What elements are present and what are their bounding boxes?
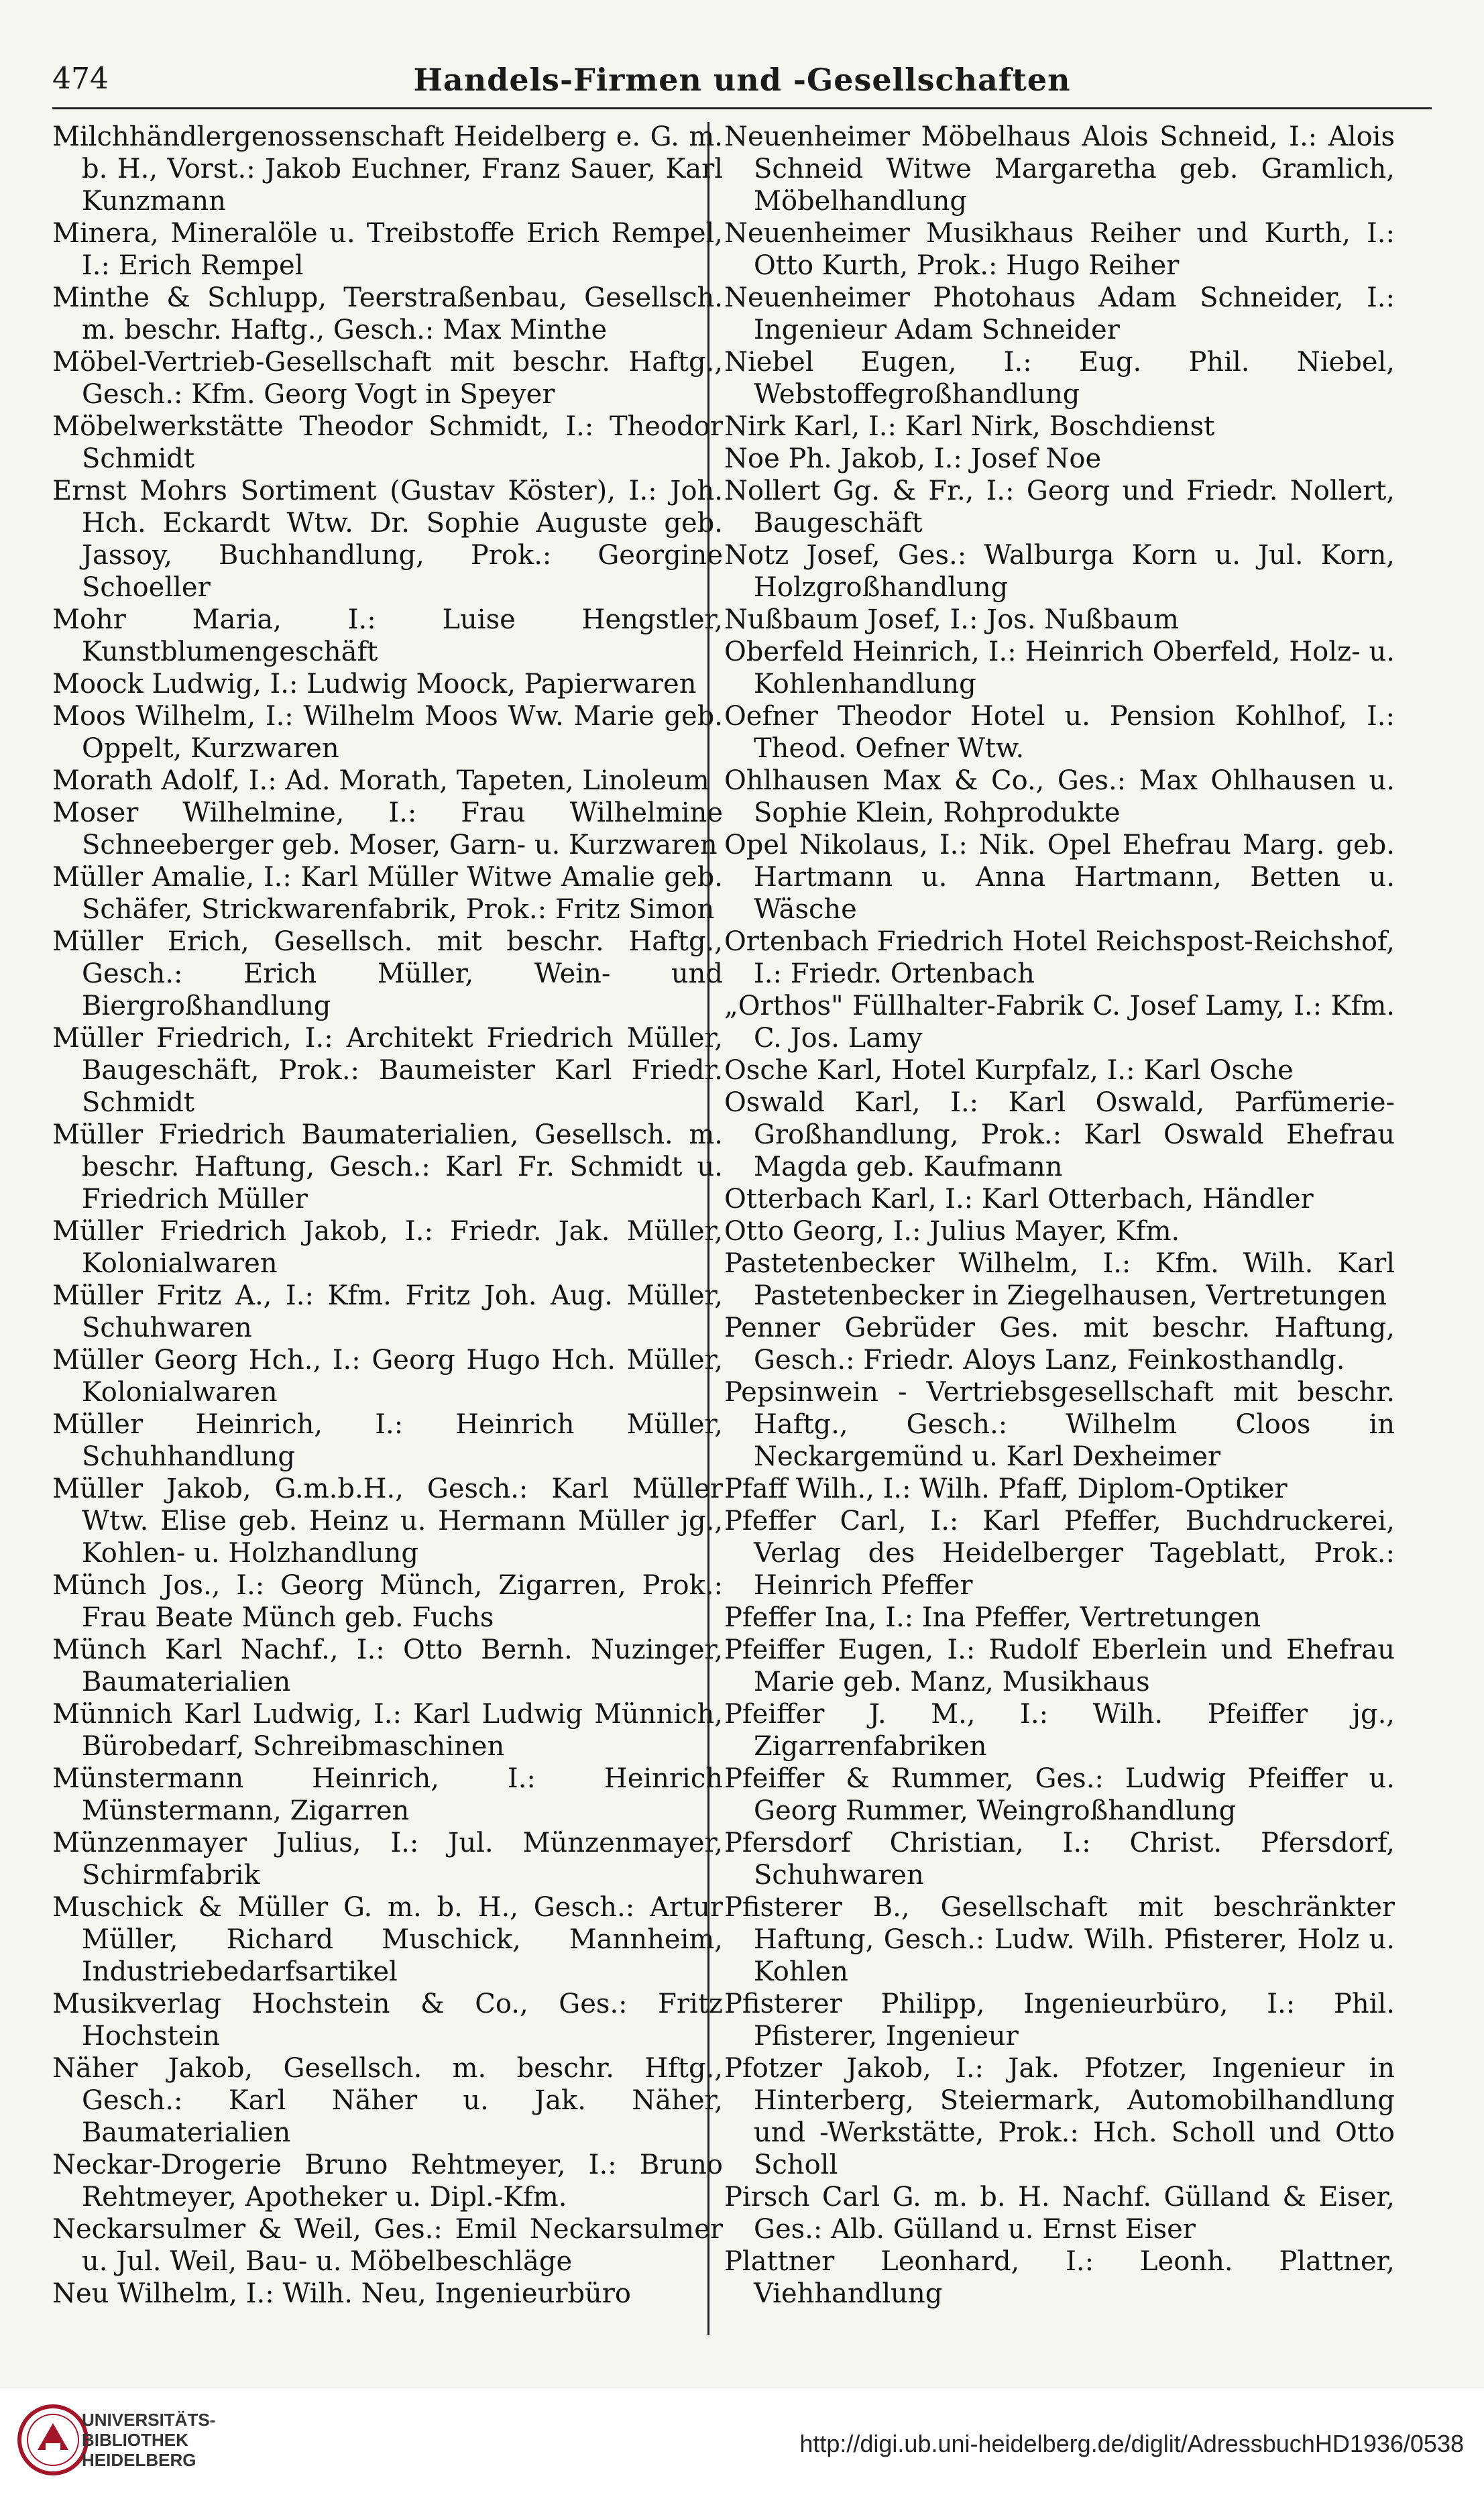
directory-entry: Minthe & Schlupp, Teerstraßenbau, Gesellsch. m. beschr. Haftg., Gesch.: Max Minthe <box>52 282 723 345</box>
directory-entry: Neu Wilhelm, I.: Wilh. Neu, Ingenieurbüro <box>52 2278 632 2309</box>
directory-entry: Notz Josef, Ges.: Walburga Korn u. Jul. Korn, Holzgroßhandlung <box>724 540 1395 603</box>
directory-entry: Pepsinwein - Vertriebsgesellschaft mit beschr. Haftg., Gesch.: Wilhelm Cloos in Neckargemünd u. Karl Dexheimer <box>724 1377 1395 1472</box>
directory-entry: Musikverlag Hochstein & Co., Ges.: Fritz Hochstein <box>52 1989 723 2052</box>
directory-entry: Otterbach Karl, I.: Karl Otterbach, Händler <box>724 1184 1314 1215</box>
directory-entry: Pfeiffer & Rummer, Ges.: Ludwig Pfeiffer u. Georg Rummer, Weingroßhandlung <box>724 1763 1395 1826</box>
directory-entry: Näher Jakob, Gesellsch. m. beschr. Hftg., Gesch.: Karl Näher u. Jak. Näher, Baumaterialien <box>52 2053 723 2148</box>
directory-entry: Pirsch Carl G. m. b. H. Nachf. Gülland & Eiser, Ges.: Alb. Gülland u. Ernst Eiser <box>724 2182 1395 2245</box>
running-title: Handels-Firmen und -Gesellschaften <box>413 62 1071 98</box>
university-seal-icon <box>16 2403 90 2477</box>
directory-entry: Müller Erich, Gesellsch. mit beschr. Haftg., Gesch.: Erich Müller, Wein- und Biergroßhandlung <box>52 926 723 1021</box>
directory-entry: Osche Karl, Hotel Kurpfalz, I.: Karl Osche <box>724 1055 1294 1086</box>
directory-entry: Pfisterer Philipp, Ingenieurbüro, I.: Phil. Pfisterer, Ingenieur <box>724 1989 1395 2052</box>
directory-entry: Müller Jakob, G.m.b.H., Gesch.: Karl Müller Wtw. Elise geb. Heinz u. Hermann Müller jg., Kohlen- u. Holzhandlung <box>52 1473 723 1569</box>
directory-entry: Ortenbach Friedrich Hotel Reichspost-Reichshof, I.: Friedr. Ortenbach <box>724 926 1395 989</box>
directory-entry: Moos Wilhelm, I.: Wilhelm Moos Ww. Marie geb. Oppelt, Kurzwaren <box>52 701 723 764</box>
directory-entry: Neuenheimer Photohaus Adam Schneider, I.: Ingenieur Adam Schneider <box>724 282 1395 345</box>
directory-entry: Pfaff Wilh., I.: Wilh. Pfaff, Diplom-Optiker <box>724 1473 1288 1504</box>
directory-entry: Müller Friedrich Baumaterialien, Gesellsch. m. beschr. Haftung, Gesch.: Karl Fr. Schmidt u. Friedrich Müller <box>52 1119 723 1215</box>
directory-entry: Oberfeld Heinrich, I.: Heinrich Oberfeld, Holz- u. Kohlenhandlung <box>724 636 1395 700</box>
directory-entry: Münch Karl Nachf., I.: Otto Bernh. Nuzinger, Baumaterialien <box>52 1634 723 1697</box>
directory-entry: Münzenmayer Julius, I.: Jul. Münzenmayer, Schirmfabrik <box>52 1828 723 1891</box>
directory-entry: Neuenheimer Möbelhaus Alois Schneid, I.: Alois Schneid Witwe Margaretha geb. Gramlich, Möbelhandlung <box>724 121 1395 217</box>
directory-entry: Nirk Karl, I.: Karl Nirk, Boschdienst <box>724 411 1215 442</box>
right-column <box>724 121 1395 2310</box>
directory-entry: Münnich Karl Ludwig, I.: Karl Ludwig Münnich, Bürobedarf, Schreibmaschinen <box>52 1699 723 1762</box>
directory-entry: Müller Georg Hch., I.: Georg Hugo Hch. Müller, Kolonialwaren <box>52 1345 723 1408</box>
directory-entry: Pfotzer Jakob, I.: Jak. Pfotzer, Ingenieur in Hinterberg, Steiermark, Automobilhandlung und -Werkstätte, Prok.: Hch. Scholl und Otto Scholl <box>724 2053 1395 2180</box>
directory-entry: Oefner Theodor Hotel u. Pension Kohlhof, I.: Theod. Oefner Wtw. <box>724 701 1395 764</box>
directory-entry: Müller Friedrich Jakob, I.: Friedr. Jak. Müller, Kolonialwaren <box>52 1216 723 1279</box>
directory-entry: Penner Gebrüder Ges. mit beschr. Haftung, Gesch.: Friedr. Aloys Lanz, Feinkosthandlg. <box>724 1313 1395 1376</box>
directory-entry: Neckarsulmer & Weil, Ges.: Emil Neckarsulmer u. Jul. Weil, Bau- u. Möbelbeschläge <box>52 2214 723 2277</box>
directory-entry: Nußbaum Josef, I.: Jos. Nußbaum <box>724 604 1179 635</box>
directory-entry: Möbelwerkstätte Theodor Schmidt, I.: Theodor Schmidt <box>52 411 723 474</box>
directory-entry: Pfeffer Ina, I.: Ina Pfeffer, Vertretungen <box>724 1602 1261 1633</box>
directory-entry: Pfeiffer Eugen, I.: Rudolf Eberlein und Ehefrau Marie geb. Manz, Musikhaus <box>724 1634 1395 1697</box>
directory-entry: Pfeffer Carl, I.: Karl Pfeffer, Buchdruckerei, Verlag des Heidelberger Tageblatt, Prok.: Heinrich Pfeffer <box>724 1506 1395 1601</box>
directory-entry: Muschick & Müller G. m. b. H., Gesch.: Artur Müller, Richard Muschick, Mannheim, Industriebedarfsartikel <box>52 1892 723 1987</box>
directory-entry: Opel Nikolaus, I.: Nik. Opel Ehefrau Marg. geb. Hartmann u. Anna Hartmann, Betten u. Wäsche <box>724 830 1395 925</box>
page-number: 474 <box>52 62 109 96</box>
directory-entry: Noe Ph. Jakob, I.: Josef Noe <box>724 443 1102 474</box>
directory-entry: Minera, Mineralöle u. Treibstoffe Erich Rempel, I.: Erich Rempel <box>52 218 723 281</box>
directory-entry: Pfisterer B., Gesellschaft mit beschränkter Haftung, Gesch.: Ludw. Wilh. Pfisterer, Holz u. Kohlen <box>724 1892 1395 1987</box>
column-divider <box>707 122 709 2335</box>
directory-entry: Ohlhausen Max & Co., Ges.: Max Ohlhausen u. Sophie Klein, Rohprodukte <box>724 765 1395 828</box>
directory-entry: Müller Friedrich, I.: Architekt Friedrich Müller, Baugeschäft, Prok.: Baumeister Karl Friedr. Schmidt <box>52 1023 723 1118</box>
directory-entry: Mohr Maria, I.: Luise Hengstler, Kunstblumengeschäft <box>52 604 723 667</box>
header-rule <box>52 107 1432 109</box>
directory-entry: Pfeiffer J. M., I.: Wilh. Pfeiffer jg., Zigarrenfabriken <box>724 1699 1395 1762</box>
source-url-link[interactable]: http://digi.ub.uni-heidelberg.de/diglit/AdressbuchHD1936/0538 <box>799 2430 1464 2457</box>
directory-entry: Nollert Gg. & Fr., I.: Georg und Friedr. Nollert, Baugeschäft <box>724 476 1395 539</box>
library-name-line-1: UNIVERSITÄTS- <box>82 2410 216 2430</box>
viewer-footer <box>0 2388 1484 2513</box>
directory-entry: Ernst Mohrs Sortiment (Gustav Köster), I.: Joh. Hch. Eckardt Wtw. Dr. Sophie Auguste geb. Jassoy, Buchhandlung, Prok.: Georgine Schoeller <box>52 476 723 603</box>
directory-entry: Münstermann Heinrich, I.: Heinrich Münstermann, Zigarren <box>52 1763 723 1826</box>
library-name-line-2: BIBLIOTHEK <box>82 2430 188 2450</box>
directory-entry: Neckar-Drogerie Bruno Rehtmeyer, I.: Bruno Rehtmeyer, Apotheker u. Dipl.-Kfm. <box>52 2149 723 2213</box>
directory-entry: Milchhändlergenossenschaft Heidelberg e. G. m. b. H., Vorst.: Jakob Euchner, Franz Sauer, Karl Kunzmann <box>52 121 723 217</box>
directory-entry: Niebel Eugen, I.: Eug. Phil. Niebel, Webstoffegroßhandlung <box>724 347 1395 410</box>
directory-entry: Möbel-Vertrieb-Gesellschaft mit beschr. Haftg., Gesch.: Kfm. Georg Vogt in Speyer <box>52 347 723 410</box>
library-name-line-3: HEIDELBERG <box>82 2450 196 2470</box>
directory-entry: Müller Amalie, I.: Karl Müller Witwe Amalie geb. Schäfer, Strickwarenfabrik, Prok.: Fritz Simon <box>52 862 723 925</box>
directory-entry: Moock Ludwig, I.: Ludwig Moock, Papierwaren <box>52 669 697 700</box>
directory-entry: Oswald Karl, I.: Karl Oswald, Parfümerie-Großhandlung, Prok.: Karl Oswald Ehefrau Magda geb. Kaufmann <box>724 1087 1395 1182</box>
directory-entry: „Orthos" Füllhalter-Fabrik C. Josef Lamy, I.: Kfm. C. Jos. Lamy <box>724 991 1395 1054</box>
directory-entry: Münch Jos., I.: Georg Münch, Zigarren, Prok.: Frau Beate Münch geb. Fuchs <box>52 1570 723 1633</box>
directory-entry: Moser Wilhelmine, I.: Frau Wilhelmine Schneeberger geb. Moser, Garn- u. Kurzwaren <box>52 797 723 860</box>
directory-entry: Neuenheimer Musikhaus Reiher und Kurth, I.: Otto Kurth, Prok.: Hugo Reiher <box>724 218 1395 281</box>
directory-entry: Otto Georg, I.: Julius Mayer, Kfm. <box>724 1216 1180 1247</box>
left-column <box>52 121 723 2310</box>
library-name <box>82 2410 215 2470</box>
directory-entry: Pfersdorf Christian, I.: Christ. Pfersdorf, Schuhwaren <box>724 1828 1395 1891</box>
directory-entry: Müller Heinrich, I.: Heinrich Müller, Schuhhandlung <box>52 1409 723 1472</box>
directory-entry: Morath Adolf, I.: Ad. Morath, Tapeten, Linoleum <box>52 765 709 796</box>
directory-entry: Pastetenbecker Wilhelm, I.: Kfm. Wilh. Karl Pastetenbecker in Ziegelhausen, Vertretungen <box>724 1248 1395 1311</box>
directory-entry: Plattner Leonhard, I.: Leonh. Plattner, Viehhandlung <box>724 2246 1395 2309</box>
directory-entry: Müller Fritz A., I.: Kfm. Fritz Joh. Aug. Müller, Schuhwaren <box>52 1280 723 1343</box>
